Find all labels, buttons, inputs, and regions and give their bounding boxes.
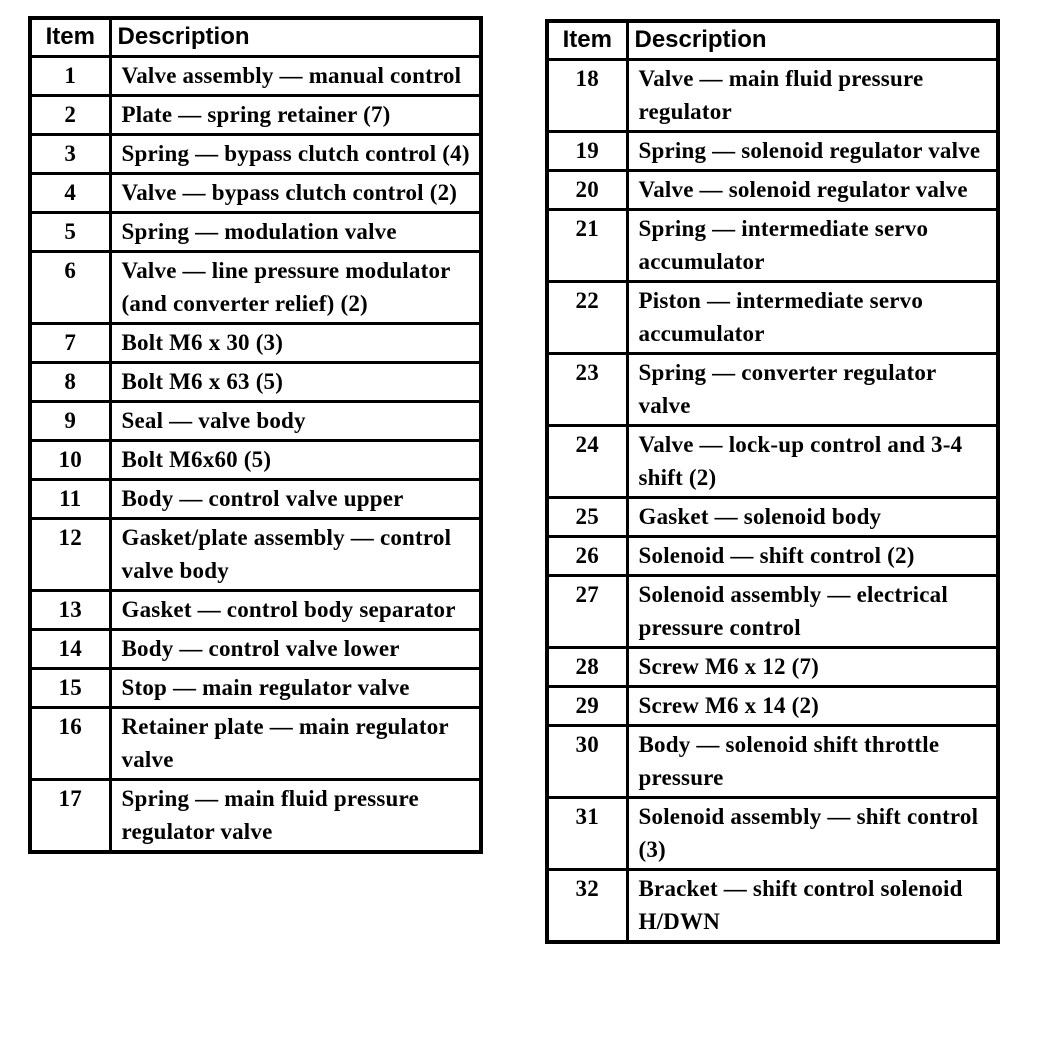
item-number: 21 [547,210,627,282]
table-row [547,282,998,354]
item-number: 8 [30,363,110,402]
item-number: 9 [30,402,110,441]
item-number: 1 [30,57,110,96]
table-row [30,780,481,853]
item-description: Gasket — control body separator [110,591,481,630]
item-number: 28 [547,648,627,687]
table-row [547,576,998,648]
item-description: Bolt M6 x 63 (5) [110,363,481,402]
item-description: Bracket — shift control solenoid H/DWN [627,870,998,943]
table-row [30,630,481,669]
item-description: Solenoid — shift control (2) [627,537,998,576]
item-description: Spring — converter regulator valve [627,354,998,426]
item-number: 14 [30,630,110,669]
item-number: 4 [30,174,110,213]
item-number: 19 [547,132,627,171]
item-number: 16 [30,708,110,780]
item-number: 2 [30,96,110,135]
table-row [30,252,481,324]
item-number: 18 [547,60,627,132]
table-row [547,426,998,498]
item-description: Piston — intermediate servo accumulator [627,282,998,354]
item-description: Spring — intermediate servo accumulator [627,210,998,282]
table-row [547,687,998,726]
item-number: 22 [547,282,627,354]
item-description: Bolt M6x60 (5) [110,441,481,480]
item-number: 13 [30,591,110,630]
item-number: 25 [547,498,627,537]
item-number: 32 [547,870,627,943]
item-number: 11 [30,480,110,519]
table-row [30,591,481,630]
table-header [30,18,481,57]
item-description: Screw M6 x 12 (7) [627,648,998,687]
table-row [30,519,481,591]
table-row [30,135,481,174]
item-number: 12 [30,519,110,591]
header-row [30,18,481,57]
table-row [30,213,481,252]
table-row [30,363,481,402]
item-number: 26 [547,537,627,576]
item-number: 27 [547,576,627,648]
parts-table-right [545,19,1000,944]
item-description: Bolt M6 x 30 (3) [110,324,481,363]
item-description: Stop — main regulator valve [110,669,481,708]
item-description: Retainer plate — main regulator valve [110,708,481,780]
item-number: 6 [30,252,110,324]
description-column-header: Description [110,18,481,57]
item-number: 31 [547,798,627,870]
item-description: Valve — line pressure modulator (and converter relief) (2) [110,252,481,324]
parts-table-left [28,16,483,854]
header-row [547,21,998,60]
table-row [30,174,481,213]
table-row [547,870,998,943]
item-column-header: Item [547,21,627,60]
table-row [30,708,481,780]
table-row [547,354,998,426]
item-description: Plate — spring retainer (7) [110,96,481,135]
table-body [30,57,481,853]
item-number: 5 [30,213,110,252]
table-row [30,57,481,96]
item-description: Solenoid assembly — shift control (3) [627,798,998,870]
item-number: 10 [30,441,110,480]
table-row [547,132,998,171]
item-description: Body — solenoid shift throttle pressure [627,726,998,798]
table-row [30,324,481,363]
item-description: Solenoid assembly — electrical pressure control [627,576,998,648]
item-description: Body — control valve lower [110,630,481,669]
item-number: 15 [30,669,110,708]
item-number: 17 [30,780,110,853]
item-description: Seal — valve body [110,402,481,441]
item-description: Gasket/plate assembly — control valve body [110,519,481,591]
item-description: Spring — solenoid regulator valve [627,132,998,171]
item-description: Gasket — solenoid body [627,498,998,537]
item-description: Valve — solenoid regulator valve [627,171,998,210]
item-description: Spring — main fluid pressure regulator valve [110,780,481,853]
item-description: Valve — main fluid pressure regulator [627,60,998,132]
item-description: Valve assembly — manual control [110,57,481,96]
item-number: 24 [547,426,627,498]
item-number: 29 [547,687,627,726]
table-row [547,726,998,798]
item-description: Spring — bypass clutch control (4) [110,135,481,174]
item-number: 23 [547,354,627,426]
table-row [547,537,998,576]
item-number: 30 [547,726,627,798]
item-description: Spring — modulation valve [110,213,481,252]
item-description: Body — control valve upper [110,480,481,519]
item-description: Valve — lock-up control and 3-4 shift (2) [627,426,998,498]
table-row [30,669,481,708]
item-description: Screw M6 x 14 (2) [627,687,998,726]
table-row [547,60,998,132]
table-row [547,171,998,210]
item-number: 3 [30,135,110,174]
table-header [547,21,998,60]
item-description: Valve — bypass clutch control (2) [110,174,481,213]
item-number: 7 [30,324,110,363]
table-row [547,798,998,870]
table-row [30,402,481,441]
description-column-header: Description [627,21,998,60]
table-body [547,60,998,943]
table-row [30,96,481,135]
table-row [30,441,481,480]
table-row [30,480,481,519]
table-row [547,498,998,537]
item-column-header: Item [30,18,110,57]
table-row [547,648,998,687]
item-number: 20 [547,171,627,210]
table-row [547,210,998,282]
